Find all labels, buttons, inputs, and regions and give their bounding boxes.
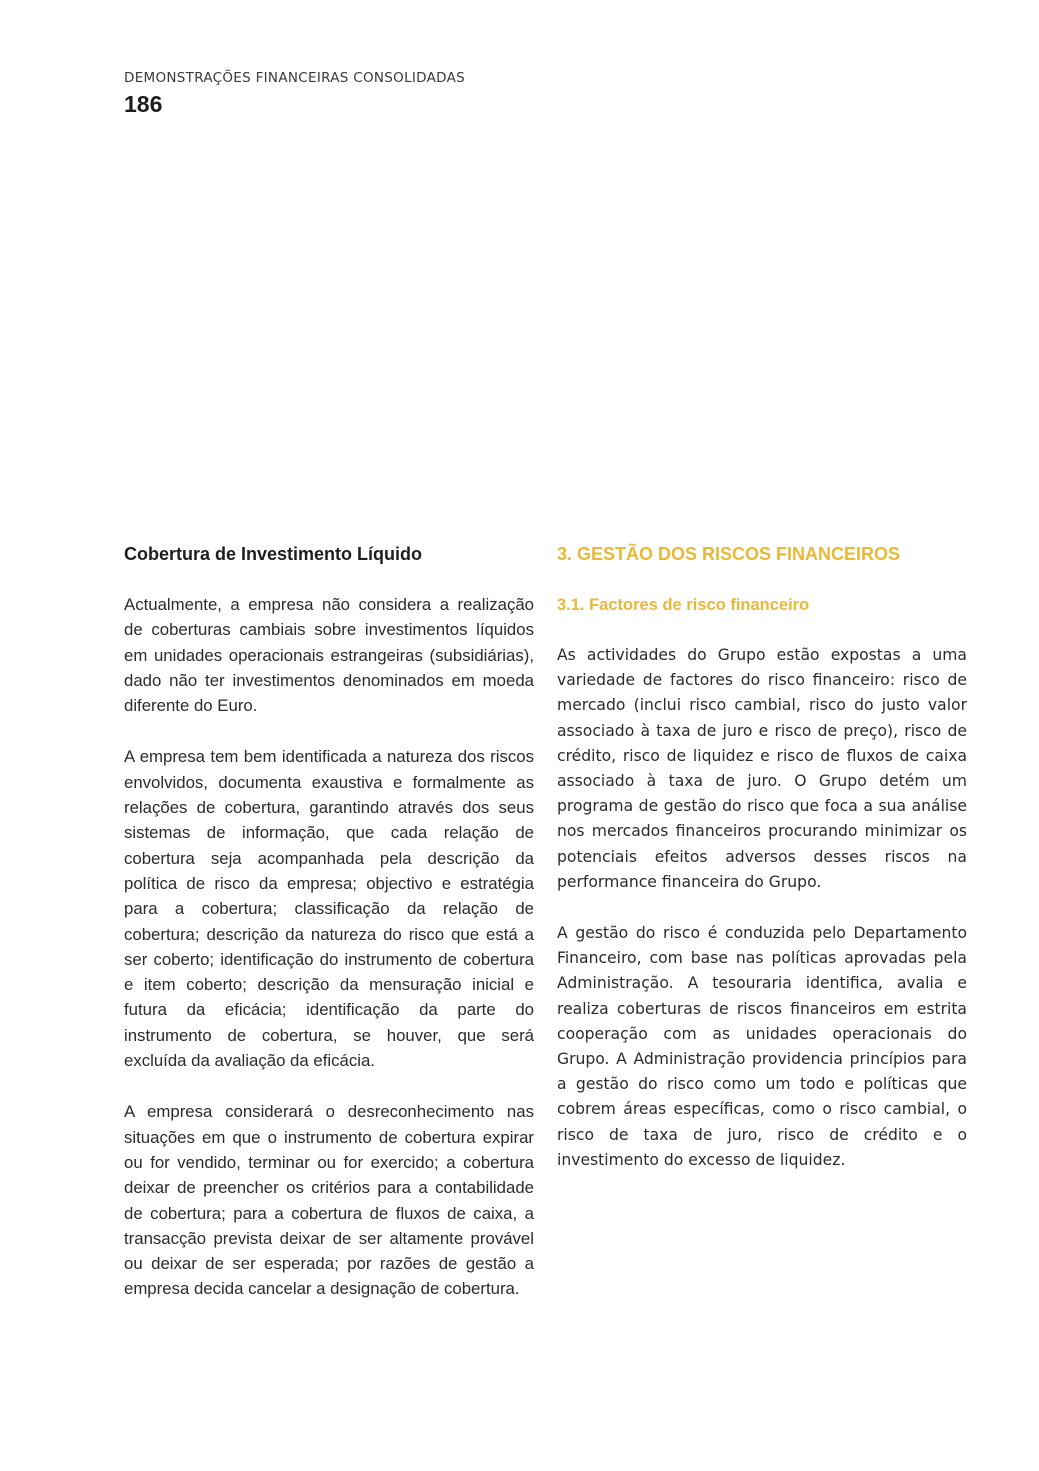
left-column (124, 540, 534, 1328)
paragraph-1: As actividades do Grupo estão expostas a uma variedade de factores do risco financeiro: risco de mercado (inclui risco cambial, risco do justo valor associado à taxa de juro e risco de preço), risco de crédito, risco de liquidez e risco de fluxos de caixa associado à taxa de juro. O Grupo detém um programa de gestão do risco que foca a sua análise nos mercados financeiros procurando minimizar os potenciais efeitos adversos desses riscos na performance financeira do Grupo. (557, 646, 967, 891)
section-heading-net-investment-hedge: Cobertura de Investimento Líquido (124, 544, 423, 564)
running-title: DEMONSTRAÇÕES FINANCEIRAS CONSOLIDADAS (124, 70, 466, 86)
paragraph-2: A empresa tem bem identificada a natureza dos riscos envolvidos, documenta exaustiva e formalmente as relações de cobertura, garantindo através dos seus sistemas de informação, que cada relação de cobertura seja acompanhada pela descrição da política de risco da empresa; objectivo e estratégia para a cobertura; classificação da relação de cobertura; descrição da natureza do risco que está a ser coberto; identificação do instrumento de cobertura e item coberto; descrição da mensuração inicial e futura da eficácia; identificação da parte do instrumento de cobertura, se houver, que será excluída da avaliação da eficácia. (124, 747, 534, 1071)
paragraph-2: A gestão do risco é conduzida pelo Departamento Financeiro, com base nas políticas aprovadas pela Administração. A tesouraria identifica, avalia e realiza coberturas de riscos financeiros em estrita cooperação com as unidades operacionais do Grupo. A Administração providencia princípios para a gestão do risco como um todo e políticas que cobrem áreas específicas, como o risco cambial, o risco de taxa de juro, risco de crédito e o investimento do excesso de liquidez. (557, 924, 967, 1169)
page-number: 186 (124, 91, 163, 117)
subsection-heading-financial-risk-factors: 3.1. Factores de risco financeiro (557, 596, 810, 614)
right-column (557, 540, 967, 1199)
paragraph-1: Actualmente, a empresa não considera a realização de coberturas cambiais sobre investimentos líquidos em unidades operacionais estrangeiras (subsidiárias), dado não ter investimentos denominados em moeda diferente do Euro. (124, 595, 534, 716)
paragraph-3: A empresa considerará o desreconhecimento nas situações em que o instrumento de cobertura expirar ou for vendido, terminar ou for exercido; a cobertura deixar de preencher os critérios para a contabilidade de cobertura; para a cobertura de fluxos de caixa, a transacção prevista deixar de ser altamente provável ou deixar de ser esperada; por razões de gestão a empresa decida cancelar a designação de cobertura. (124, 1102, 534, 1299)
section-heading-financial-risk-management: 3. GESTÃO DOS RISCOS FINANCEIROS (557, 544, 901, 564)
